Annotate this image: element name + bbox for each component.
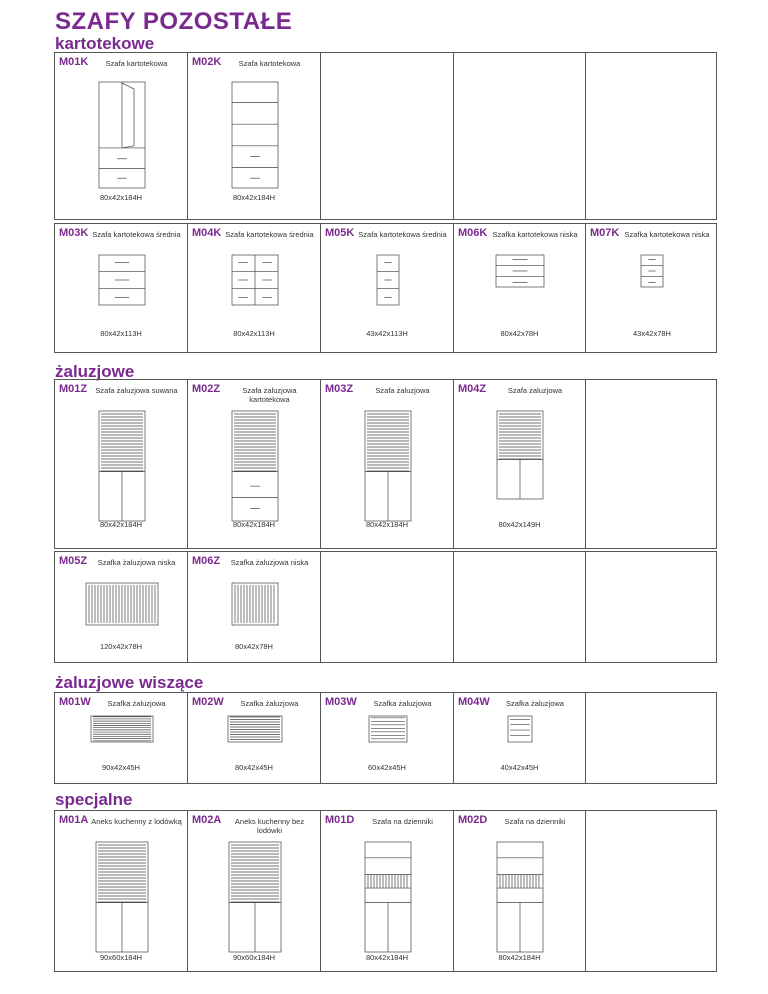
product-cell (321, 693, 454, 783)
product-description: Szafa na dzienniki (372, 817, 433, 826)
product-description: Szafka kartotekowa niska (492, 230, 578, 239)
product-cell (454, 53, 586, 219)
product-cell (321, 224, 454, 352)
product-dimensions: 80x42x78H (500, 329, 539, 338)
product-code: M02W (192, 696, 224, 708)
product-code: M02K (192, 56, 222, 68)
product-cell (321, 811, 454, 971)
product-description: Szafka kartotekowa niska (624, 230, 710, 239)
product-cell (454, 693, 586, 783)
furniture-drawing (228, 841, 282, 953)
furniture-drawing (364, 841, 412, 953)
product-cell (188, 811, 321, 971)
furniture-drawing (231, 254, 279, 306)
product-dimensions: 80x42x78H (235, 642, 273, 651)
product-code: M05K (325, 227, 355, 239)
product-dimensions: 80x42x184H (232, 193, 276, 202)
furniture-drawing (85, 582, 159, 626)
product-cell (55, 380, 188, 548)
section-heading-kartotekowe: kartotekowe (55, 34, 155, 53)
product-code: M05Z (59, 555, 88, 567)
product-description: Szafka żaluzjowa (107, 699, 166, 708)
product-description: Szafka żaluzjowa (240, 699, 299, 708)
product-dimensions: 80x42x45H (235, 763, 273, 772)
product-code: M01Z (59, 383, 88, 395)
product-code: M02D (458, 814, 488, 826)
product-dimensions: 80x42x149H (498, 520, 541, 529)
product-dimensions: 90x60x184H (232, 953, 276, 962)
furniture-drawing (376, 254, 400, 306)
product-cell (55, 811, 188, 971)
furniture-drawing (364, 410, 412, 522)
furniture-drawing (495, 254, 545, 288)
product-row-r6 (54, 810, 717, 972)
product-code: M07K (590, 227, 620, 239)
product-dimensions: 40x42x45H (500, 763, 539, 772)
furniture-drawing (95, 841, 149, 953)
product-cell (55, 53, 188, 219)
product-cell (454, 811, 586, 971)
furniture-drawing (640, 254, 664, 288)
product-code: M04Z (458, 383, 487, 395)
product-dimensions: 43x42x113H (366, 329, 408, 338)
product-description: Szafa kartotekowa średnia (225, 230, 314, 239)
furniture-drawing (496, 410, 544, 500)
product-code: M06Z (192, 555, 221, 567)
product-description: Szafa żaluzjowa (375, 386, 430, 395)
product-cell (454, 224, 586, 352)
product-dimensions: 90x60x184H (99, 953, 143, 962)
furniture-drawing (98, 410, 146, 522)
product-cell (188, 693, 321, 783)
product-dimensions: 80x42x113H (100, 329, 142, 338)
product-cell (55, 693, 188, 783)
product-row-r4 (54, 551, 717, 663)
furniture-drawing (98, 254, 146, 306)
furniture-drawing (231, 81, 279, 189)
product-dimensions: 80x42x113H (233, 329, 275, 338)
product-description: Szafa na dzienniki (504, 817, 566, 826)
product-row-r5 (54, 692, 717, 784)
product-description: Szafa kartotekowa (105, 59, 168, 68)
product-dimensions: 80x42x184H (365, 520, 409, 529)
product-description: Szafa żaluzjowa (507, 386, 563, 395)
product-description: Szafka żaluzjowa niska (97, 558, 176, 567)
product-description: Szafka żaluzjowa niska (230, 558, 309, 567)
page-title: SZAFY POZOSTAŁE (55, 8, 293, 35)
product-code: M01K (59, 56, 89, 68)
furniture-drawing (496, 841, 544, 953)
product-code: M04W (458, 696, 490, 708)
product-cell (188, 380, 321, 548)
product-cell (586, 811, 718, 971)
product-dimensions: 43x42x78H (633, 329, 671, 338)
product-dimensions: 60x42x45H (368, 763, 406, 772)
section-heading-zaluzjowe: żaluzjowe (55, 362, 135, 381)
product-code: M01D (325, 814, 355, 826)
product-description: Szafa żaluzjowa suwana (95, 386, 178, 395)
furniture-drawing (231, 410, 279, 522)
furniture-drawing (227, 715, 283, 743)
product-description: Szafa kartotekowa średnia (92, 230, 181, 239)
furniture-drawing (368, 715, 408, 743)
product-description: Aneks kuchenny z lodówką (91, 817, 182, 826)
product-description: Szafka żaluzjowa (506, 699, 564, 708)
product-cell (586, 53, 718, 219)
product-cell (586, 693, 718, 783)
product-cell (321, 380, 454, 548)
product-row-r2 (54, 223, 717, 353)
product-cell (321, 552, 454, 662)
product-description: Szafka żaluzjowa (373, 699, 432, 708)
section-heading-specjalne: specjalne (55, 790, 133, 809)
product-cell (454, 552, 586, 662)
product-cell (321, 53, 454, 219)
furniture-drawing (98, 81, 146, 189)
furniture-drawing (231, 582, 279, 626)
product-code: M03Z (325, 383, 354, 395)
product-cell (586, 224, 718, 352)
product-cell (55, 224, 188, 352)
product-dimensions: 80x42x184H (99, 520, 143, 529)
furniture-drawing (507, 715, 533, 743)
product-description: Szafa kartotekowa (238, 59, 301, 68)
product-cell (188, 224, 321, 352)
product-cell (454, 380, 586, 548)
product-dimensions: 80x42x184H (232, 520, 276, 529)
product-code: M06K (458, 227, 488, 239)
product-dimensions: 120x42x78H (99, 642, 143, 651)
product-code: M03W (325, 696, 357, 708)
product-cell (188, 552, 321, 662)
product-dimensions: 80x42x184H (365, 953, 409, 962)
product-cell (188, 53, 321, 219)
product-description: Szafa kartotekowa średnia (358, 230, 447, 239)
product-dimensions: 90x42x45H (102, 763, 140, 772)
product-dimensions: 80x42x184H (99, 193, 143, 202)
product-code: M02Z (192, 383, 221, 395)
product-cell (586, 552, 718, 662)
product-cell (586, 380, 718, 548)
product-code: M01A (59, 814, 89, 826)
product-code: M02A (192, 814, 222, 826)
product-description: Szafa żaluzjowa kartotekowa (242, 386, 297, 405)
furniture-drawing (90, 715, 154, 743)
section-heading-wiszace: żaluzjowe wiszące (55, 673, 204, 692)
product-row-r3 (54, 379, 717, 549)
product-dimensions: 80x42x184H (498, 953, 541, 962)
product-row-r1 (54, 52, 717, 220)
product-code: M04K (192, 227, 222, 239)
product-code: M03K (59, 227, 89, 239)
product-description: Aneks kuchenny bez lodówki (234, 817, 305, 836)
product-cell (55, 552, 188, 662)
product-code: M01W (59, 696, 91, 708)
